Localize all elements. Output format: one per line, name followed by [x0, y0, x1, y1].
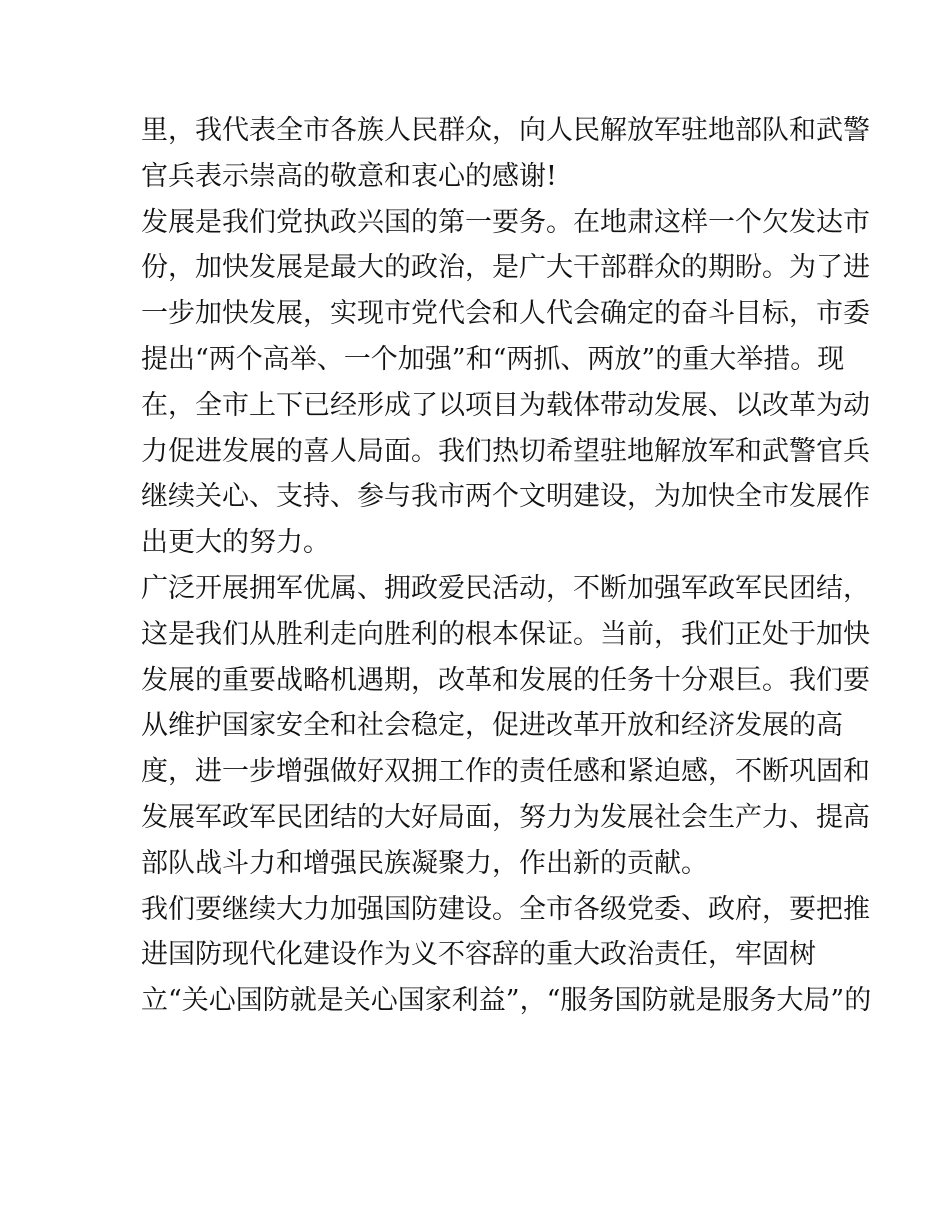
text-line: 份，加快发展是最大的政治，是广大干部群众的期盼。为了进	[141, 252, 870, 284]
text-line: 在，全市上下已经形成了以项目为载体带动发展、以改革为动	[141, 389, 870, 421]
text-line: 继续关心、支持、参与我市两个文明建设，为加快全市发展作	[141, 481, 870, 513]
text-line: 里，我代表全市各族人民群众，向人民解放军驻地部队和武警	[141, 115, 870, 146]
text-line: 度，进一步增强做好双拥工作的责任感和紧迫感，不断巩固和	[141, 756, 870, 788]
text-line: 部队战斗力和增强民族凝聚力，作出新的贡献。	[141, 847, 708, 879]
text-line: 一步加快发展，实现市党代会和人代会确定的奋斗目标，市委	[141, 298, 870, 330]
text-line: 发展军政军民团结的大好局面，努力为发展社会生产力、提高	[141, 801, 870, 833]
text-line: 进国防现代化建设作为义不容辞的重大政治责任，牢固树	[141, 939, 816, 971]
text-line: 官兵表示崇高的敬意和衷心的感谢!	[141, 160, 557, 192]
text-line: 提出“两个高举、一个加强”和“两抓、两放”的重大举措。现	[141, 343, 845, 375]
text-line: 出更大的努力。	[141, 527, 330, 559]
text-line: 立“关心国防就是关心国家利益”，“服务国防就是服务大局”的	[141, 985, 872, 1017]
text-line: 从维护国家安全和社会稳定，促进改革开放和经济发展的高	[141, 710, 843, 742]
text-line: 发展是我们党执政兴国的第一要务。在地肃这样一个欠发达市	[141, 206, 870, 238]
body-text	[141, 108, 872, 1024]
text-line: 这是我们从胜利走向胜利的根本保证。当前，我们正处于加快	[141, 618, 870, 650]
text-line: 力促进发展的喜人局面。我们热切希望驻地解放军和武警官兵	[141, 435, 870, 467]
text-line: 发展的重要战略机遇期，改革和发展的任务十分艰巨。我们要	[141, 664, 870, 696]
text-line: 广泛开展拥军优属、拥政爱民活动，不断加强军政军民团结，	[141, 572, 870, 604]
text-line: 我们要继续大力加强国防建设。全市各级党委、政府，要把推	[141, 893, 870, 925]
